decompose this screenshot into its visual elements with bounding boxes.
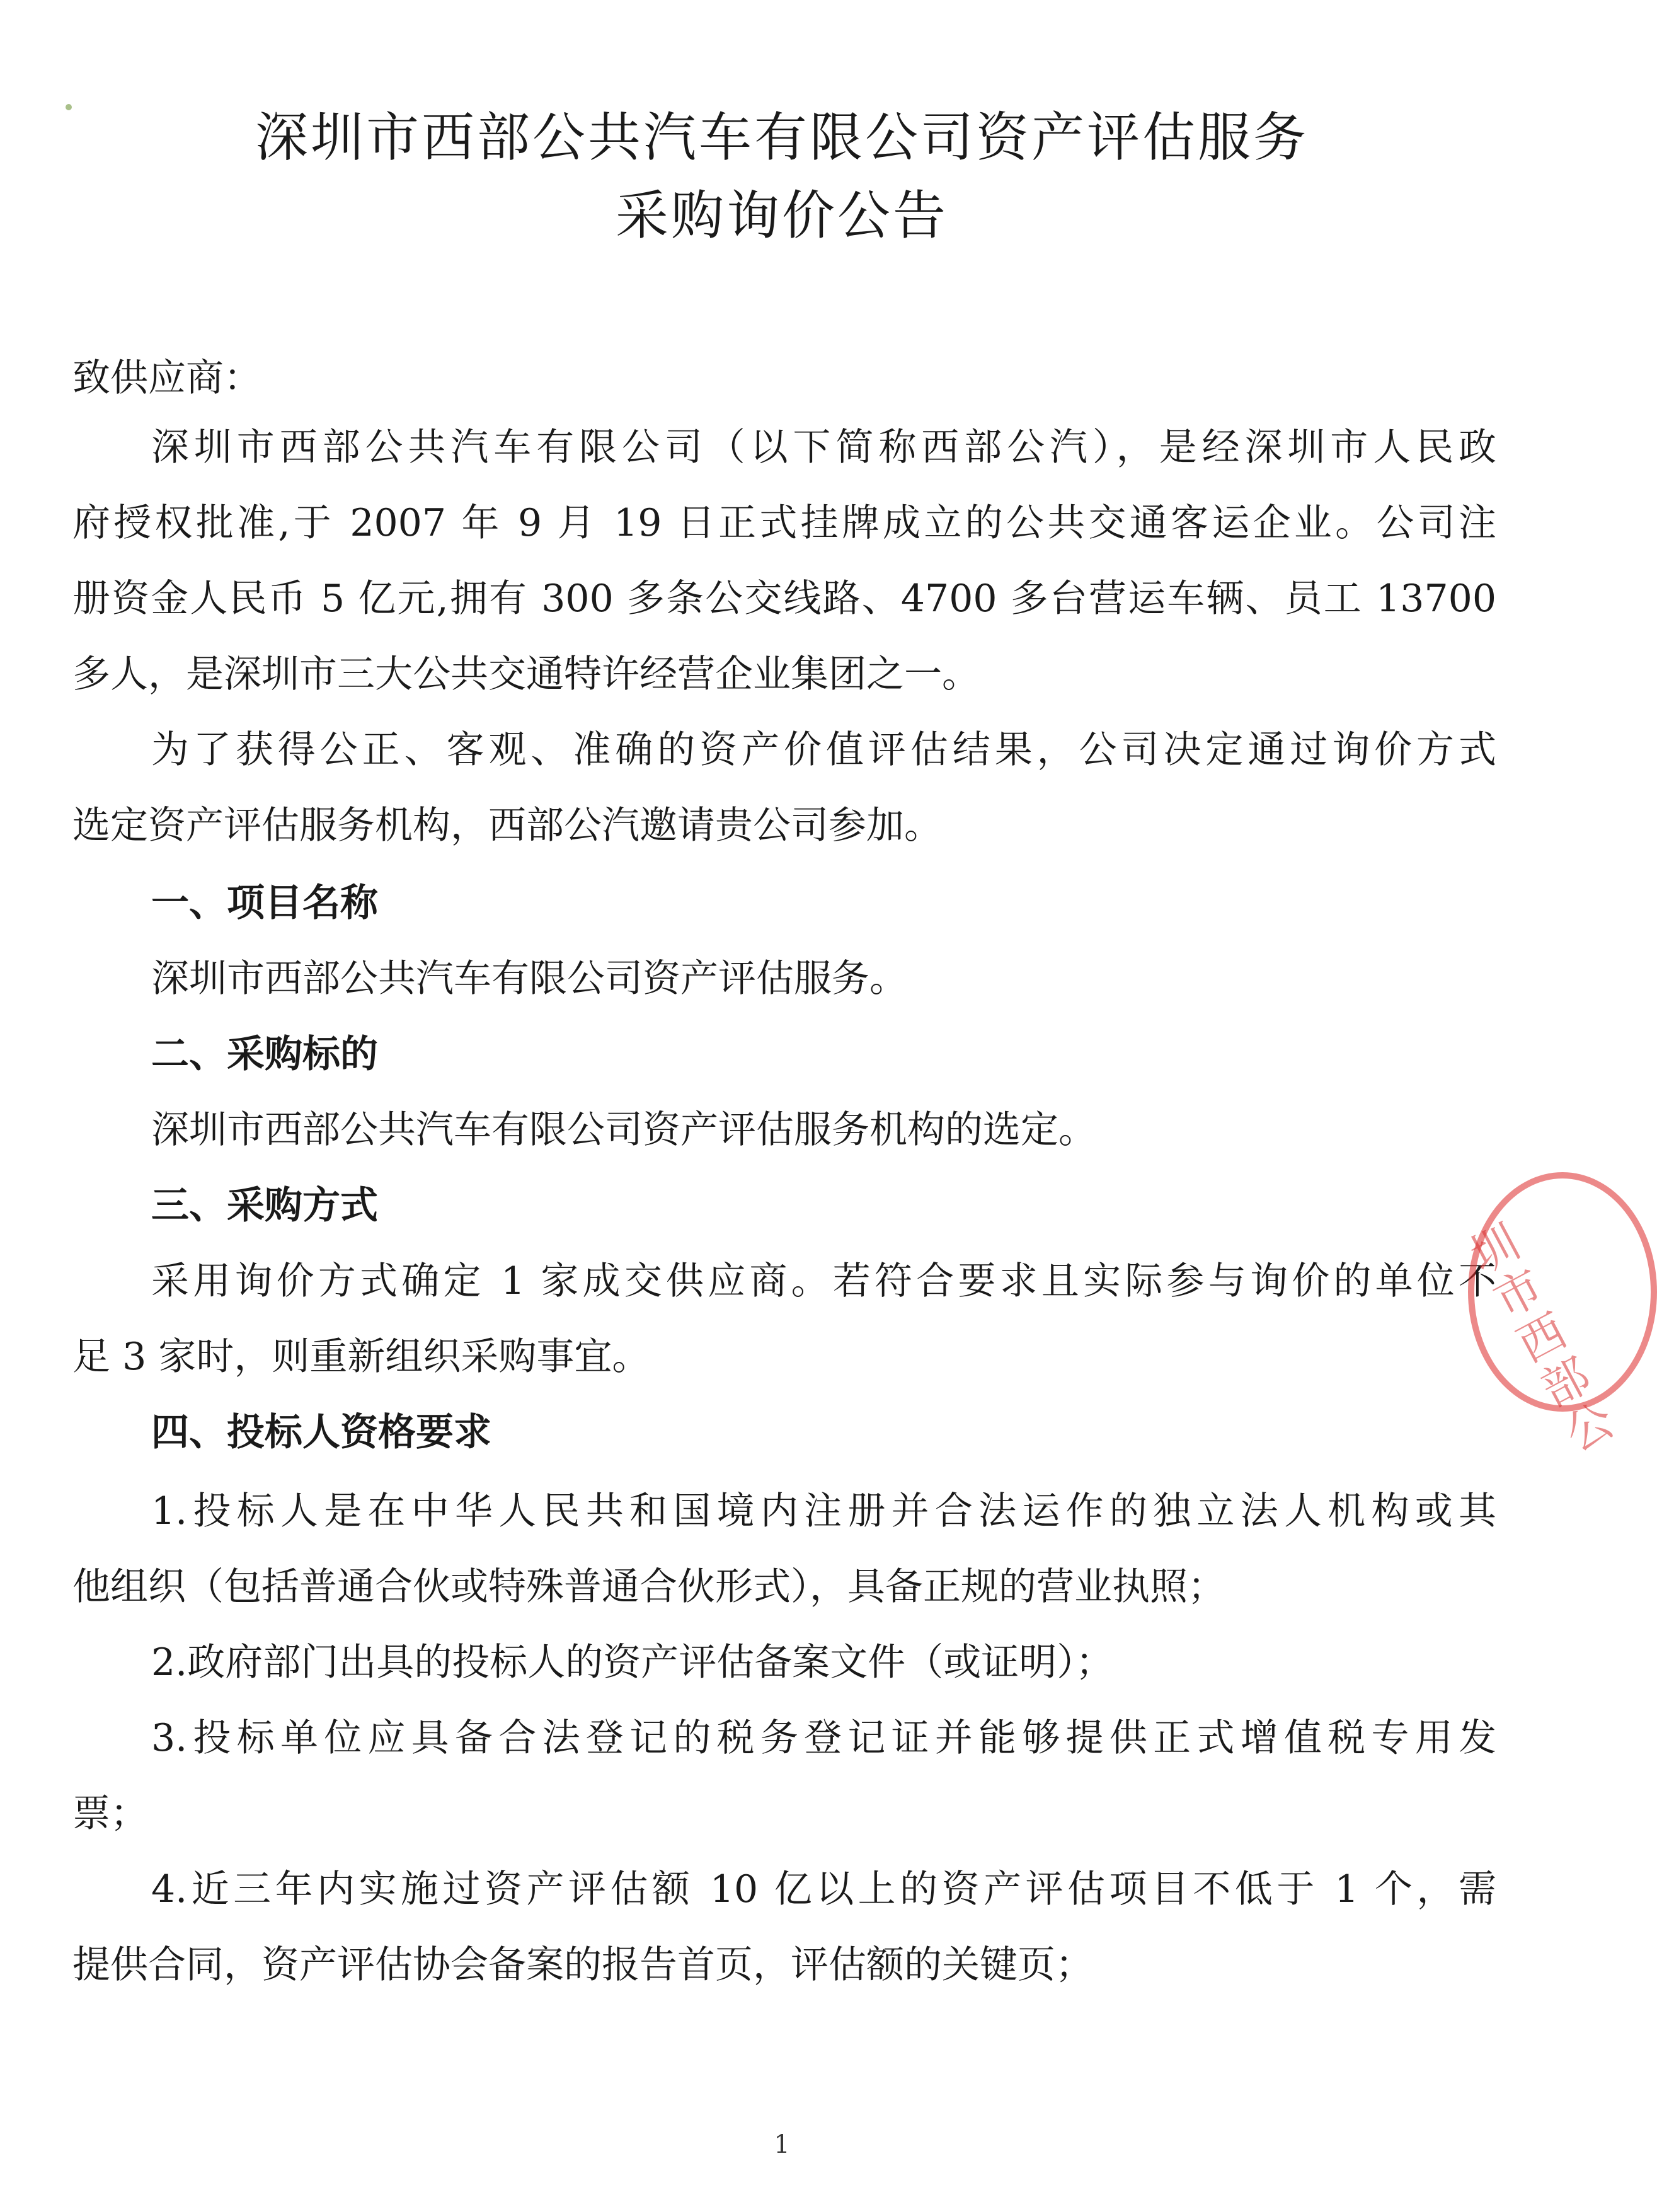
intro-p1-line-1: 深圳市西部公共汽车有限公司（以下简称西部公汽），是经深圳市人民政 <box>151 425 1496 469</box>
section-4-item-3-line-2: 票； <box>72 1792 148 1836</box>
salutation: 致供应商： <box>72 356 261 400</box>
section-2-body: 深圳市西部公共汽车有限公司资产评估服务机构的选定。 <box>151 1108 1096 1152</box>
company-seal-text: 圳市西部公 <box>1461 1214 1623 1463</box>
intro-p1-line-3: 册资金人民币 5 亿元,拥有 300 多条公交线路、4700 多台营运车辆、员工 13700 <box>72 577 1496 621</box>
page-number: 1 <box>774 2130 790 2159</box>
section-1-heading: 一、项目名称 <box>151 881 378 925</box>
section-2-heading: 二、采购标的 <box>151 1032 378 1076</box>
section-4-item-4-line-1: 4.近三年内实施过资产评估额 10 亿以上的资产评估项目不低于 1 个，需 <box>151 1867 1496 1911</box>
section-4-item-1-line-1: 1.投标人是在中华人民共和国境内注册并合法运作的独立法人机构或其 <box>151 1489 1496 1533</box>
document-title-line-1: 深圳市西部公共汽车有限公司资产评估服务 <box>255 107 1309 168</box>
intro-p1-line-4: 多人，是深圳市三大公共交通特许经营企业集团之一。 <box>72 652 980 696</box>
intro-p2-line-2: 选定资产评估服务机构，西部公汽邀请贵公司参加。 <box>72 804 942 848</box>
section-4-item-3-line-1: 3.投标单位应具备合法登记的税务登记证并能够提供正式增值税专用发 <box>151 1716 1496 1760</box>
section-4-item-4-line-2: 提供合同，资产评估协会备案的报告首页，评估额的关键页； <box>72 1943 1093 1987</box>
section-4-item-2: 2.政府部门出具的投标人的资产评估备案文件（或证明）； <box>151 1640 1114 1685</box>
section-3-heading: 三、采购方式 <box>151 1184 378 1228</box>
section-4-item-1-line-2: 他组织（包括普通合伙或特殊普通合伙形式），具备正规的营业执照； <box>72 1565 1225 1609</box>
intro-p2-line-1: 为了获得公正、客观、准确的资产价值评估结果，公司决定通过询价方式 <box>151 728 1496 772</box>
section-3-body-line-2: 足 3 家时，则重新组织采购事宜。 <box>72 1335 650 1379</box>
document-title-line-2: 采购询价公告 <box>615 185 948 246</box>
section-4-heading: 四、投标人资格要求 <box>151 1410 491 1455</box>
intro-p1-line-2: 府授权批准,于 2007 年 9 月 19 日正式挂牌成立的公共交通客运企业。公司注 <box>72 501 1496 545</box>
section-1-body: 深圳市西部公共汽车有限公司资产评估服务。 <box>151 957 907 1001</box>
section-3-body-line-1: 采用询价方式确定 1 家成交供应商。若符合要求且实际参与询价的单位不 <box>151 1259 1496 1303</box>
